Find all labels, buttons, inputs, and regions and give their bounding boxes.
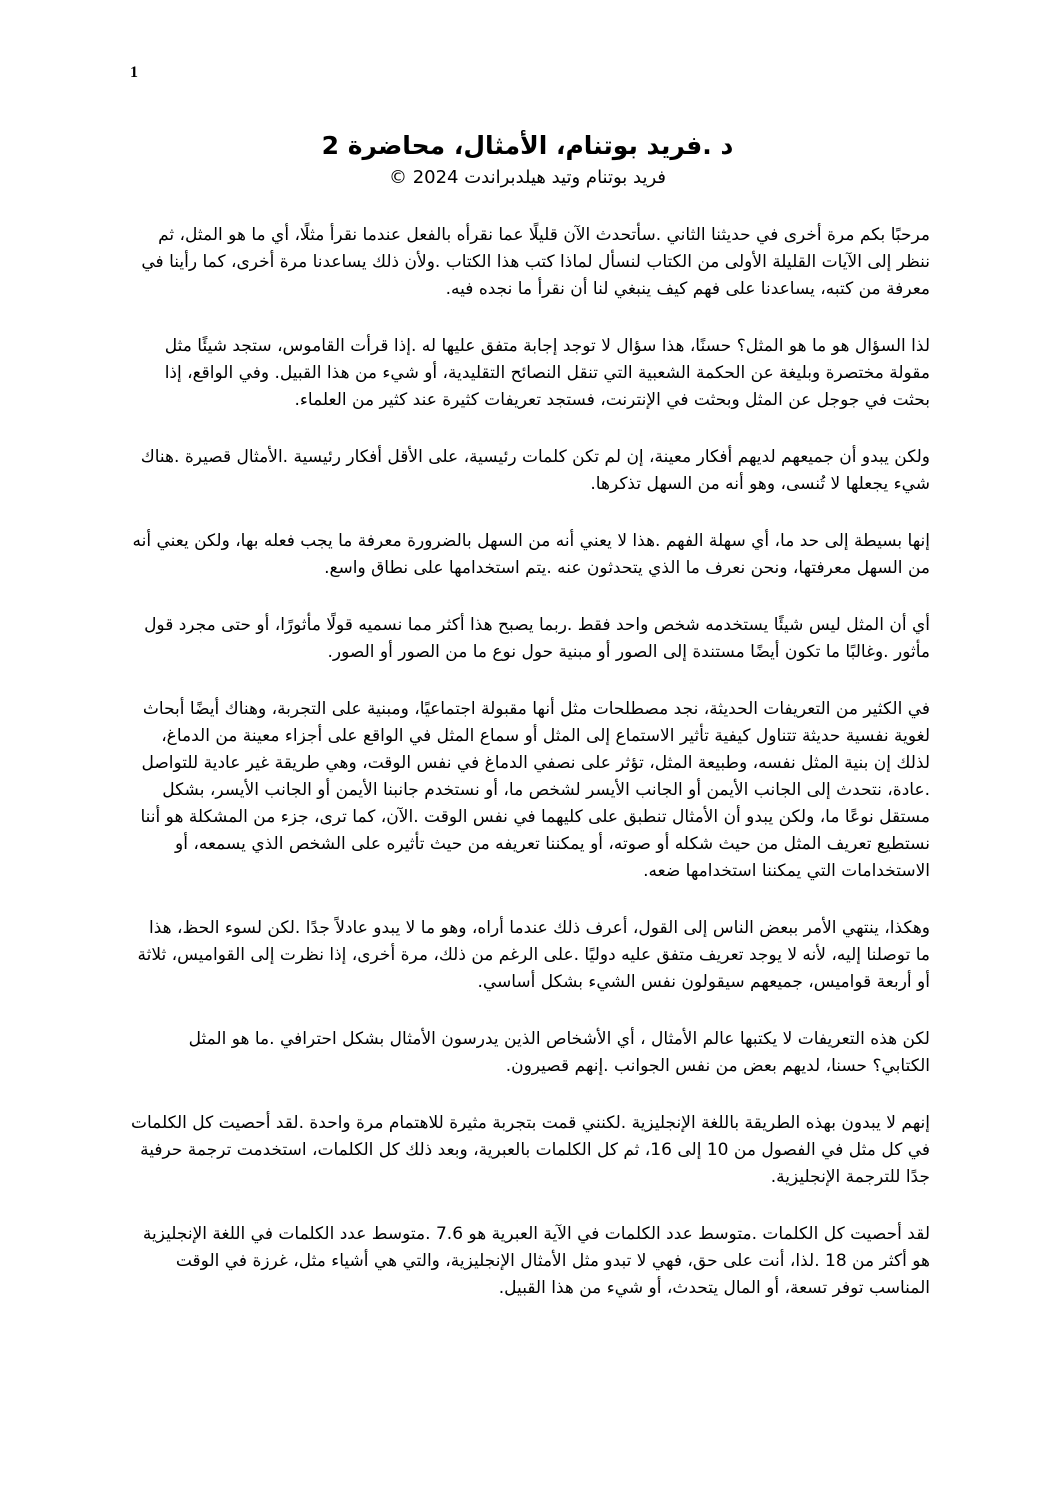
paragraph: وهكذا، ينتهي الأمر ببعض الناس إلى القول، أعرف ذلك عندما أراه، وهو ما لا يبدو عادلاً جدًا .لكن لسوء الحظ، هذا ما توصلنا إليه، لأنه لا يوجد تعريف متفق عليه دوليًا .على الرغم من ذلك، مرة أخرى، إذا نظرت إلى القواميس، ثلاثة أو أربعة قواميس، جميعهم سيقولون نفس الشيء بشكل أساسي. bbox=[137, 918, 930, 992]
paragraph: مرحبًا بكم مرة أخرى في حديثنا الثاني .سأتحدث الآن قليلًا عما نقرأه بالفعل عندما نقرأ مثلًا، أي ما هو المثل، ثم ننظر إلى الآيات القليلة الأولى من الكتاب لنسأل لماذا كتب هذا الكتاب .ولأن ذلك يساعدنا مرة أخرى، كما رأينا في معرفة من كتبه، يساعدنا على فهم كيف ينبغي لنا أن نقرأ ما نجده فيه. bbox=[141, 225, 930, 299]
paragraph: إنهم لا يبدون بهذه الطريقة باللغة الإنجليزية .لكنني قمت بتجربة مثيرة للاهتمام مرة واحدة .لقد أحصيت كل الكلمات في كل مثل في الفصول من 10 إلى 16، ثم كل الكلمات بالعبرية، وبعد ذلك كل الكلمات، استخدمت ترجمة حرفية جدًا للترجمة الإنجليزية. bbox=[130, 1113, 930, 1187]
page-number: 1 bbox=[130, 64, 138, 81]
paragraph: لكن هذه التعريفات لا يكتبها عالم الأمثال ، أي الأشخاص الذين يدرسون الأمثال بشكل احترافي .ما هو المثل الكتابي؟ حسنا، لديهم بعض من نفس الجوانب .إنهم قصيرون. bbox=[188, 1029, 930, 1076]
paragraph: ولكن يبدو أن جميعهم لديهم أفكار معينة، إن لم تكن كلمات رئيسية، على الأقل أفكار رئيسية .الأمثال قصيرة .هناك شيء يجعلها لا تُنسى، وهو أنه من السهل تذكرها. bbox=[140, 447, 930, 494]
paragraph: أي أن المثل ليس شيئًا يستخدمه شخص واحد فقط .ربما يصبح هذا أكثر مما نسميه قولًا مأثورًا، أو حتى مجرد قول مأثور .وغالبًا ما تكون أيضًا مستندة إلى الصور أو مبنية حول نوع ما من الصور أو الصور. bbox=[144, 615, 930, 662]
document-title: د .فريد بوتنام، الأمثال، محاضرة 2 bbox=[321, 131, 734, 160]
document-subtitle: فريد بوتنام وتيد هيلدبراندت 2024 © bbox=[388, 167, 667, 188]
paragraph: إنها بسيطة إلى حد ما، أي سهلة الفهم .هذا لا يعني أنه من السهل بالضرورة معرفة ما يجب فعله بها، ولكن يعني أنه من السهل معرفتها، ونحن نعرف ما الذي يتحدثون عنه .يتم استخدامها على نطاق واسع. bbox=[132, 531, 930, 578]
document-body bbox=[130, 222, 930, 1332]
paragraph: في الكثير من التعريفات الحديثة، نجد مصطلحات مثل أنها مقبولة اجتماعيًا، ومبنية على التجربة، وهناك أيضًا أبحاث لغوية نفسية حديثة تتناول كيفية تأثير الاستماع إلى المثل أو سماع المثل في الواقع على أجزاء معينة من الدماغ، لذلك إن بنية المثل نفسه، وطبيعة المثل، تؤثر على نصفي الدماغ في نفس الوقت، وهي طريقة غير عادية للتواصل .عادة، نتحدث إلى الجانب الأيمن أو الجانب الأيسر لشخص ما، أو نستخدم جانبنا الأيمن أو الجانب الأيسر، بشكل مستقل نوعًا ما، ولكن يبدو أن الأمثال تنطبق على كليهما في نفس الوقت .الآن، كما ترى، جزء من المشكلة هو أننا نستطيع تعريف المثل من حيث شكله أو صوته، أو يمكننا تعريفه من حيث تأثيره على الشخص الذي يسمعه، أو الاستخدامات التي يمكننا استخدامها ضعه. bbox=[140, 699, 930, 881]
paragraph: لقد أحصيت كل الكلمات .متوسط عدد الكلمات في الآية العبرية هو 7.6 .متوسط عدد الكلمات في اللغة الإنجليزية هو أكثر من 18 .لذا، أنت على حق، فهي لا تبدو مثل الأمثال الإنجليزية، والتي هي أشياء مثل، غرزة في الوقت المناسب توفر تسعة، أو المال يتحدث، أو شيء من هذا القبيل. bbox=[142, 1224, 930, 1298]
paragraph: لذا السؤال هو ما هو المثل؟ حسنًا، هذا سؤال لا توجد إجابة متفق عليها له .إذا قرأت القاموس، ستجد شيئًا مثل مقولة مختصرة وبليغة عن الحكمة الشعبية التي تنقل النصائح التقليدية، أو شيء من هذا القبيل. وفي الواقع، إذا بحثت في جوجل عن المثل وبحثت في الإنترنت، فستجد تعريفات كثيرة عند كثير من العلماء. bbox=[164, 336, 930, 410]
title-block bbox=[140, 128, 915, 192]
